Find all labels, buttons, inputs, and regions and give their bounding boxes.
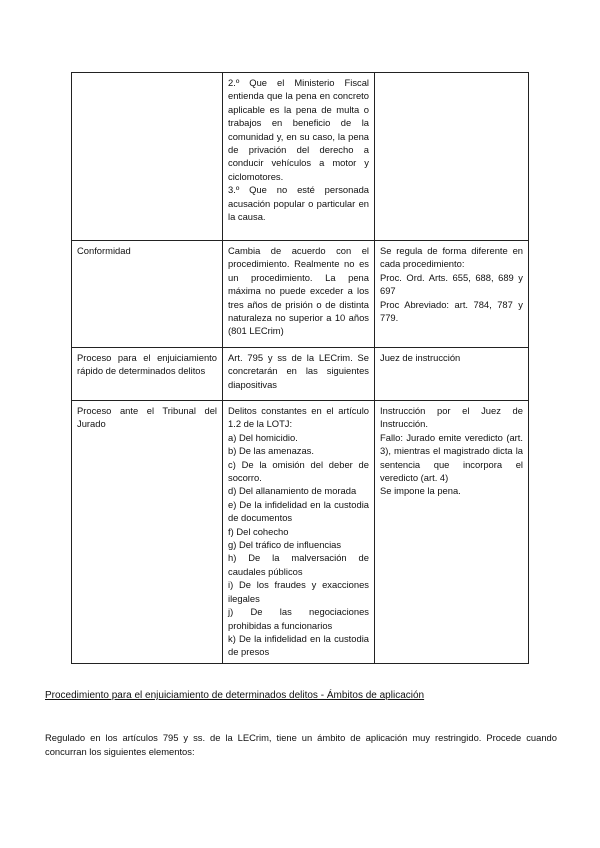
list-item: g) Del tráfico de influencias: [228, 539, 342, 551]
list-item: d) Del allanamiento de morada: [228, 485, 357, 497]
requirements-cell: [223, 73, 375, 241]
note-text: Instrucción por el Juez de Instrucción.: [380, 405, 523, 430]
requirement-text: 3.º Que no esté personada acusación popular o particular en la causa.: [228, 184, 369, 223]
list-item: c) De la omisión del deber de socorro.: [228, 458, 369, 484]
note-text: Proc Abreviado: art. 784, 787 y 779.: [380, 298, 523, 324]
table-row: [72, 241, 529, 348]
table-row: [72, 348, 529, 401]
procedures-table: [71, 72, 529, 664]
notes-cell: [375, 241, 529, 348]
list-item: h) De la malversación de caudales públicos: [228, 552, 369, 577]
notes-cell: [375, 401, 529, 664]
row-label-cell: [72, 401, 223, 664]
row-label-cell: [72, 348, 223, 401]
note-text: Se regula de forma diferente en cada procedimiento:: [380, 245, 523, 270]
note-text: Juez de instrucción: [380, 352, 461, 363]
description-cell: [223, 241, 375, 348]
list-item: f) Del cohecho: [228, 525, 289, 537]
description-cell: [223, 348, 375, 401]
row-label-cell: [72, 73, 223, 241]
list-item: j) De las negociaciones prohibidas a funcionarios: [228, 606, 369, 631]
note-text: Proc. Ord. Arts. 655, 688, 689 y 697: [380, 271, 523, 297]
crimes-list-cell: [223, 401, 375, 664]
row-label: Conformidad: [77, 245, 131, 256]
list-item: e) De la infidelidad en la custodia de documentos: [228, 498, 369, 524]
note-text: Se impone la pena.: [380, 485, 461, 497]
list-item: Delitos constantes en el artículo 1.2 de la LOTJ:: [228, 405, 369, 430]
note-text: Fallo: Jurado emite veredicto (art. 3), mientras el magistrado dicta la sentencia que incorpora el veredicto (art. 4): [380, 431, 523, 484]
list-item: k) De la infidelidad en la custodia de presos: [228, 632, 369, 658]
list-item: b) De las amenazas.: [228, 445, 314, 457]
requirement-text: 2.º Que el Ministerio Fiscal entienda que la pena en concreto aplicable es la pena de multa o trabajos en beneficio de la comunidad y, en su caso, la pena de privación del derecho a conducir vehículos a motor y ciclomotores.: [228, 77, 369, 182]
section-paragraph: Regulado en los artículos 795 y ss. de la LECrim, tiene un ámbito de aplicación muy restringido. Procede cuando concurran los siguientes elementos:: [45, 732, 557, 757]
row-label-cell: [72, 241, 223, 348]
list-item: a) Del homicidio.: [228, 431, 298, 443]
table-row: [72, 401, 529, 664]
description-text: Cambia de acuerdo con el procedimiento. Realmente no es un procedimiento. La pena máxima no puede exceder a los tres años de prisión o de distinta naturaleza no superior a 10 años (801 LECrim): [228, 245, 369, 337]
table-row: [72, 73, 529, 241]
list-item: i) De los fraudes y exacciones ilegales: [228, 579, 369, 604]
notes-cell: [375, 348, 529, 401]
row-label: Proceso ante el Tribunal del Jurado: [77, 405, 217, 430]
row-label: Proceso para el enjuiciamiento rápido de determinados delitos: [77, 352, 217, 377]
notes-cell: [375, 73, 529, 241]
description-text: Art. 795 y ss de la LECrim. Se concretarán en las siguientes diapositivas: [228, 352, 369, 390]
section-heading: Procedimiento para el enjuiciamiento de determinados delitos - Ámbitos de aplicación: [45, 690, 425, 701]
